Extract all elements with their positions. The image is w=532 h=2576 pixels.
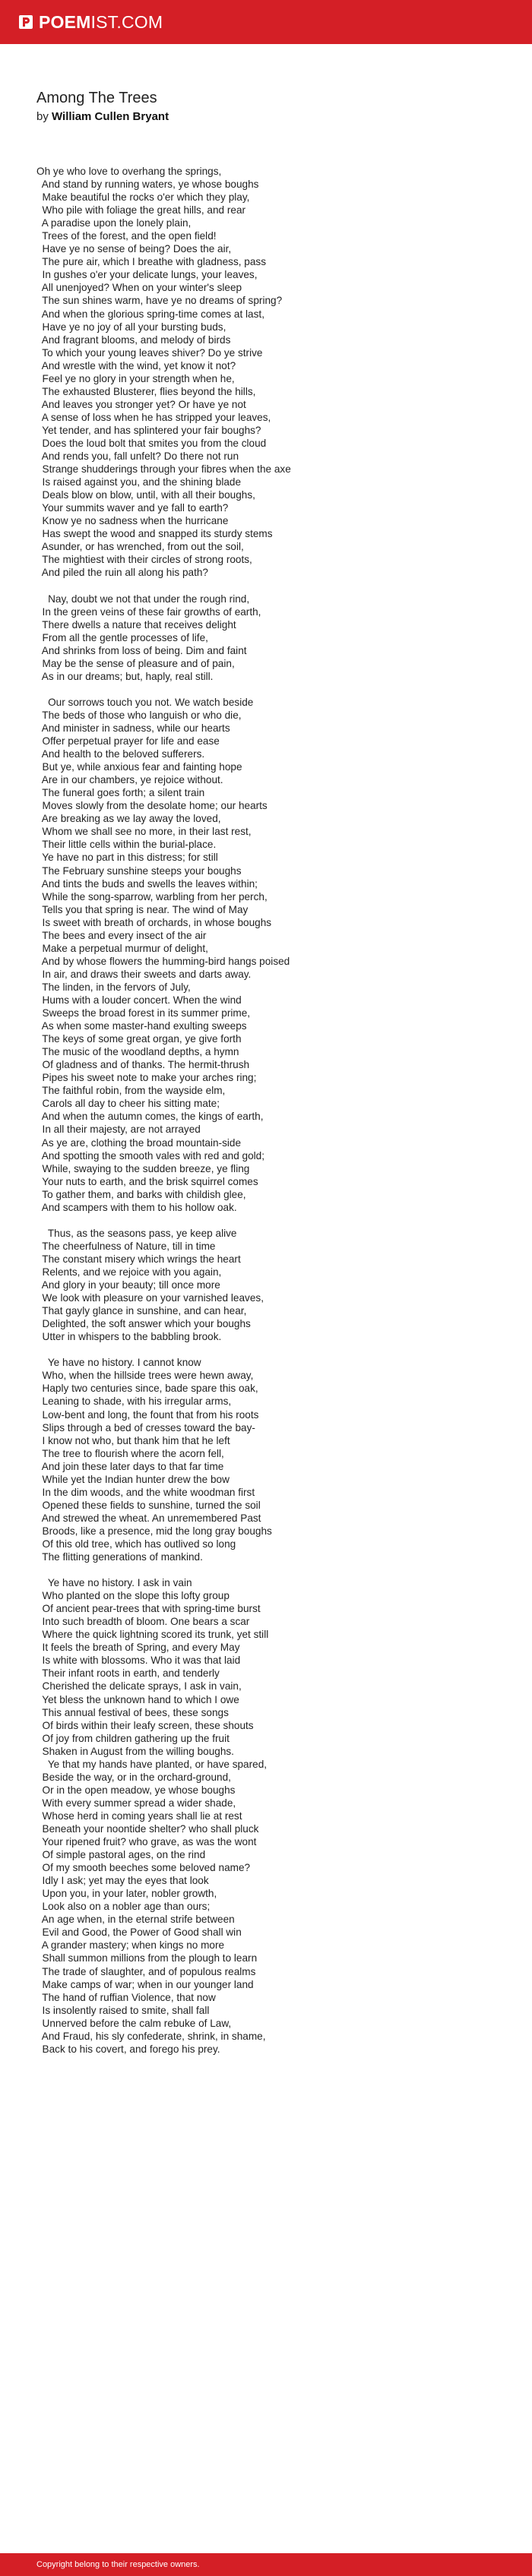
poem-line: As in our dreams; but, haply, real still. [36,670,214,682]
poem-line: The funeral goes forth; a silent train [36,787,205,799]
poem-line: In all their majesty, are not arrayed [36,1124,201,1136]
poem-line: As when some master-hand exulting sweeps [36,1020,247,1032]
poem-line: While the song-sparrow, warbling from her perch, [36,890,268,902]
poem-line: Utter in whispers to the babbling brook. [36,1331,222,1343]
poem-line: And spotting the smooth vales with red and gold; [36,1149,265,1162]
poem-line: The February sunshine steeps your boughs [36,864,242,877]
poem-line: Opened these fields to sunshine, turned the soil [36,1499,261,1511]
poem-line: May be the sense of pleasure and of pain, [36,657,235,669]
poem-line: The cheerfulness of Nature, till in time [36,1240,216,1252]
poem-stanza [36,1356,508,1563]
poem-line: To which your young leaves shiver? Do ye strive [36,346,263,359]
poem-line: A paradise upon the lonely plain, [36,217,192,229]
poem-line: We look with pleasure on your varnished leaves, [36,1292,264,1304]
poem-line: Of birds within their leafy screen, these shouts [36,1719,254,1731]
poem-line: Yet tender, and has splintered your fair boughs? [36,424,261,436]
poem-line: Are breaking as we lay away the loved, [36,813,221,825]
poem-line: Leaning to shade, with his irregular arms, [36,1395,232,1408]
poem-line: Nay, doubt we not that under the rough rind, [36,593,250,605]
poem-title: Among The Trees [36,90,157,106]
poem-line: Evil and Good, the Power of Good shall win [36,1926,242,1939]
poem-line: And when the autumn comes, the kings of earth, [36,1111,264,1123]
poem-line: Slips through a bed of cresses toward the bay- [36,1421,255,1433]
poem-line: Have ye no joy of all your bursting buds, [36,321,226,333]
site-header [0,0,532,44]
poem-line: Ye have no part in this distress; for still [36,852,218,864]
poem-line: It feels the breath of Spring, and every May [36,1642,240,1654]
poem-line: Whose herd in coming years shall lie at rest [36,1810,242,1822]
poem-byline [36,110,169,124]
poem-line: While yet the Indian hunter drew the bow [36,1473,230,1485]
poem-line: There dwells a nature that receives delight [36,618,236,631]
poem-line: Is white with blossoms. Who it was that laid [36,1655,241,1667]
site-logo-link[interactable] [18,11,163,32]
poem-line: Make beautiful the rocks o'er which they play, [36,191,250,204]
poem-line: Is sweet with breath of orchards, in whose boughs [36,916,272,928]
poem-line: The keys of some great organ, ye give forth [36,1033,242,1045]
poem-line: Of gladness and of thanks. The hermit-thrush [36,1059,250,1071]
poem-line: All unenjoyed? When on your winter's sleep [36,282,242,294]
poem-line: Has swept the wood and snapped its sturdy stems [36,528,273,540]
poem-line: Have ye no sense of being? Does the air, [36,243,232,255]
poem-line: Broods, like a presence, mid the long gray boughs [36,1525,272,1537]
poem-line: Idly I ask; yet may the eyes that look [36,1875,209,1887]
poem-line: The pure air, which I breathe with gladness, pass [36,256,267,268]
poem-line: And glory in your beauty; till once more [36,1279,220,1291]
poem-stanza [36,165,508,580]
site-logo-text [39,11,163,32]
poem-stanza [36,1227,508,1343]
poem-line: The mightiest with their circles of strong roots, [36,554,252,566]
poem-line: And by whose flowers the humming-bird hangs poised [36,955,290,967]
poem-stanza [36,1576,508,2056]
poem-line: And scampers with them to his hollow oak. [36,1201,237,1213]
author-link[interactable]: William Cullen Bryant [52,110,169,123]
poem-line: Who planted on the slope this lofty group [36,1590,230,1602]
poem-line: Shall summon millions from the plough to learn [36,1952,258,1964]
poem-line: Ye have no history. I cannot know [36,1357,201,1369]
brand-name-bold: POEM [39,11,91,32]
poem-line: The tree to flourish where the acorn fell, [36,1447,224,1459]
poem-line: This annual festival of bees, these songs [36,1706,229,1718]
poem-line: Deals blow on blow, until, with all their boughs, [36,489,255,501]
poem-line: Of joy from children gathering up the fruit [36,1732,230,1744]
poem-line: Of ancient pear-trees that with spring-time burst [36,1603,261,1615]
poem-line: And when the glorious spring-time comes at last, [36,308,264,320]
poem-line: Look also on a nobler age than ours; [36,1901,211,1913]
poem-line: Know ye no sadness when the hurricane [36,515,229,527]
poem-line: Feel ye no glory in your strength when he, [36,372,235,384]
poem-line: An age when, in the eternal strife between [36,1914,235,1926]
poem-body [36,165,508,2069]
poem-line: And strewed the wheat. An unremembered Past [36,1512,261,1524]
poem-line: Unnerved before the calm rebuke of Law, [36,2017,232,2029]
poem-line: Does the loud bolt that smites you from the cloud [36,437,267,449]
poem-line: And leaves you stronger yet? Or have ye not [36,398,246,410]
poem-line: And tints the buds and swells the leaves within; [36,877,258,890]
poem-line: Thus, as the seasons pass, ye keep alive [36,1227,237,1239]
poem-line: Whom we shall see no more, in their last rest, [36,826,252,838]
poem-stanza [36,696,508,1214]
poem-line: And rends you, fall unfelt? Do there not run [36,450,239,463]
poem-line: The exhausted Blusterer, flies beyond the hills, [36,385,256,397]
poem-line: And wrestle with the wind, yet know it not? [36,359,236,371]
poem-line: Beside the way, or in the orchard-ground, [36,1771,231,1783]
poem-line: And health to the beloved sufferers. [36,748,205,760]
poem-line: And fragrant blooms, and melody of birds [36,333,231,346]
poem-line: A sense of loss when he has stripped your leaves, [36,411,271,423]
poem-line: A grander mastery; when kings no more [36,1939,225,1952]
poem-line: Of simple pastoral ages, on the rind [36,1849,206,1861]
copyright-text: Copyright belong to their respective owners. [36,2560,200,2569]
poem-line: The beds of those who languish or who die, [36,709,242,721]
poem-line: In air, and draws their sweets and darts away. [36,968,252,980]
poem-line: Cherished the delicate sprays, I ask in vain, [36,1680,242,1693]
poem-line: From all the gentle processes of life, [36,631,208,643]
poem-line: Hums with a louder concert. When the wind [36,994,242,1006]
poem-line: Your summits waver and ye fall to earth? [36,502,229,514]
logo-mark-icon [18,14,33,30]
poem-line: That gayly glance in sunshine, and can hear, [36,1305,247,1317]
poem-line: With every summer spread a wider shade, [36,1797,236,1809]
poem-line: Delighted, the soft answer which your boughs [36,1318,251,1330]
poem-line: And minister in sadness, while our hearts [36,722,230,735]
poem-line: Into such breadth of bloom. One bears a scar [36,1616,250,1628]
poem-line: Are in our chambers, ye rejoice without. [36,774,223,786]
byline-prefix: by [36,110,49,123]
poem-line: Of my smooth beeches some beloved name? [36,1862,251,1874]
poem-line: The sun shines warm, have ye no dreams of spring? [36,295,283,307]
poem-line: Who pile with foliage the great hills, and rear [36,204,246,217]
poem-line: Or in the open meadow, ye whose boughs [36,1784,236,1796]
poem-line: Carols all day to cheer his sitting mate; [36,1098,220,1110]
poem-line: Their infant roots in earth, and tenderly [36,1667,220,1680]
poem-line: Make camps of war; when in our younger land [36,1978,254,1990]
poem-line: Our sorrows touch you not. We watch beside [36,696,254,708]
poem-line: And shrinks from loss of being. Dim and faint [36,644,247,656]
poem-line: Beneath your noontide shelter? who shall pluck [36,1823,259,1835]
poem-line: The flitting generations of mankind. [36,1551,203,1563]
poem-line: And stand by running waters, ye whose boughs [36,179,259,191]
poem-line: Back to his covert, and forego his prey. [36,2043,220,2055]
poem-line: Shaken in August from the willing boughs. [36,1745,234,1757]
site-footer [0,2553,532,2576]
poem-line: The faithful robin, from the wayside elm, [36,1085,226,1097]
poem-line: Haply two centuries since, bade spare this oak, [36,1383,258,1395]
poem-line: Trees of the forest, and the open field! [36,230,217,242]
poem-line: Make a perpetual murmur of delight, [36,942,208,954]
poem-line: And Fraud, his sly confederate, shrink, in shame, [36,2030,266,2042]
poem-line: Ye that my hands have planted, or have spared, [36,1758,268,1770]
poem-line: The trade of slaughter, and of populous realms [36,1965,256,1977]
poem-line: Sweeps the broad forest in its summer prime, [36,1007,251,1019]
poem-line: But ye, while anxious fear and fainting hope [36,761,242,773]
poem-line: Oh ye who love to overhang the springs, [36,166,222,177]
poem-line: The hand of ruffian Violence, that now [36,1991,216,2003]
poem-line: Moves slowly from the desolate home; our hearts [36,800,268,812]
poem-line: Who, when the hillside trees were hewn away, [36,1370,254,1382]
poem-stanza [36,593,508,683]
poem-line: In the dim woods, and the white woodman first [36,1486,255,1498]
poem-line: Their little cells within the burial-place. [36,839,217,851]
poem-line: Relents, and we rejoice with you again, [36,1266,222,1278]
poem-line: While, swaying to the sudden breeze, ye fling [36,1162,250,1174]
poem-line: Asunder, or has wrenched, from out the soil, [36,541,244,553]
poem-line: The music of the woodland depths, a hymn [36,1046,239,1058]
poem-line: Is raised against you, and the shining blade [36,476,242,488]
poem-line: To gather them, and barks with childish glee, [36,1188,246,1200]
poem-line: Offer perpetual prayer for life and ease [36,735,220,748]
poem-line: The bees and every insect of the air [36,929,207,941]
poem-line: And join these later days to that far time [36,1460,224,1472]
poem-line: Your nuts to earth, and the brisk squirrel comes [36,1175,258,1187]
poem-line: The linden, in the fervors of July, [36,981,191,993]
poem-line: Your ripened fruit? who grave, as was the wont [36,1836,257,1848]
poem-line: Strange shudderings through your fibres when the axe [36,463,291,476]
poem-line: In the green veins of these fair growths of earth, [36,605,261,618]
poem-line: Yet bless the unknown hand to which I owe [36,1693,239,1705]
poem-line: In gushes o'er your delicate lungs, your leaves, [36,269,258,281]
poem-line: Pipes his sweet note to make your arches ring; [36,1072,257,1084]
brand-name-light: IST.COM [90,11,163,32]
poem-line: Tells you that spring is near. The wind of May [36,903,249,915]
poem-line: Ye have no history. I ask in vain [36,1577,192,1589]
poem-line: Is insolently raised to smite, shall fall [36,2004,210,2016]
poem-line: Of this old tree, which has outlived so long [36,1538,236,1550]
poem-line: And piled the ruin all along his path? [36,567,208,579]
poem-line: Low-bent and long, the fount that from his roots [36,1408,259,1421]
poem-line: Where the quick lightning scored its trunk, yet still [36,1629,269,1641]
poem-line: The constant misery which wrings the heart [36,1253,241,1265]
poem-line: As ye are, clothing the broad mountain-side [36,1136,242,1149]
poem-line: I know not who, but thank him that he left [36,1434,230,1446]
poem-line: Upon you, in your later, nobler growth, [36,1888,217,1900]
